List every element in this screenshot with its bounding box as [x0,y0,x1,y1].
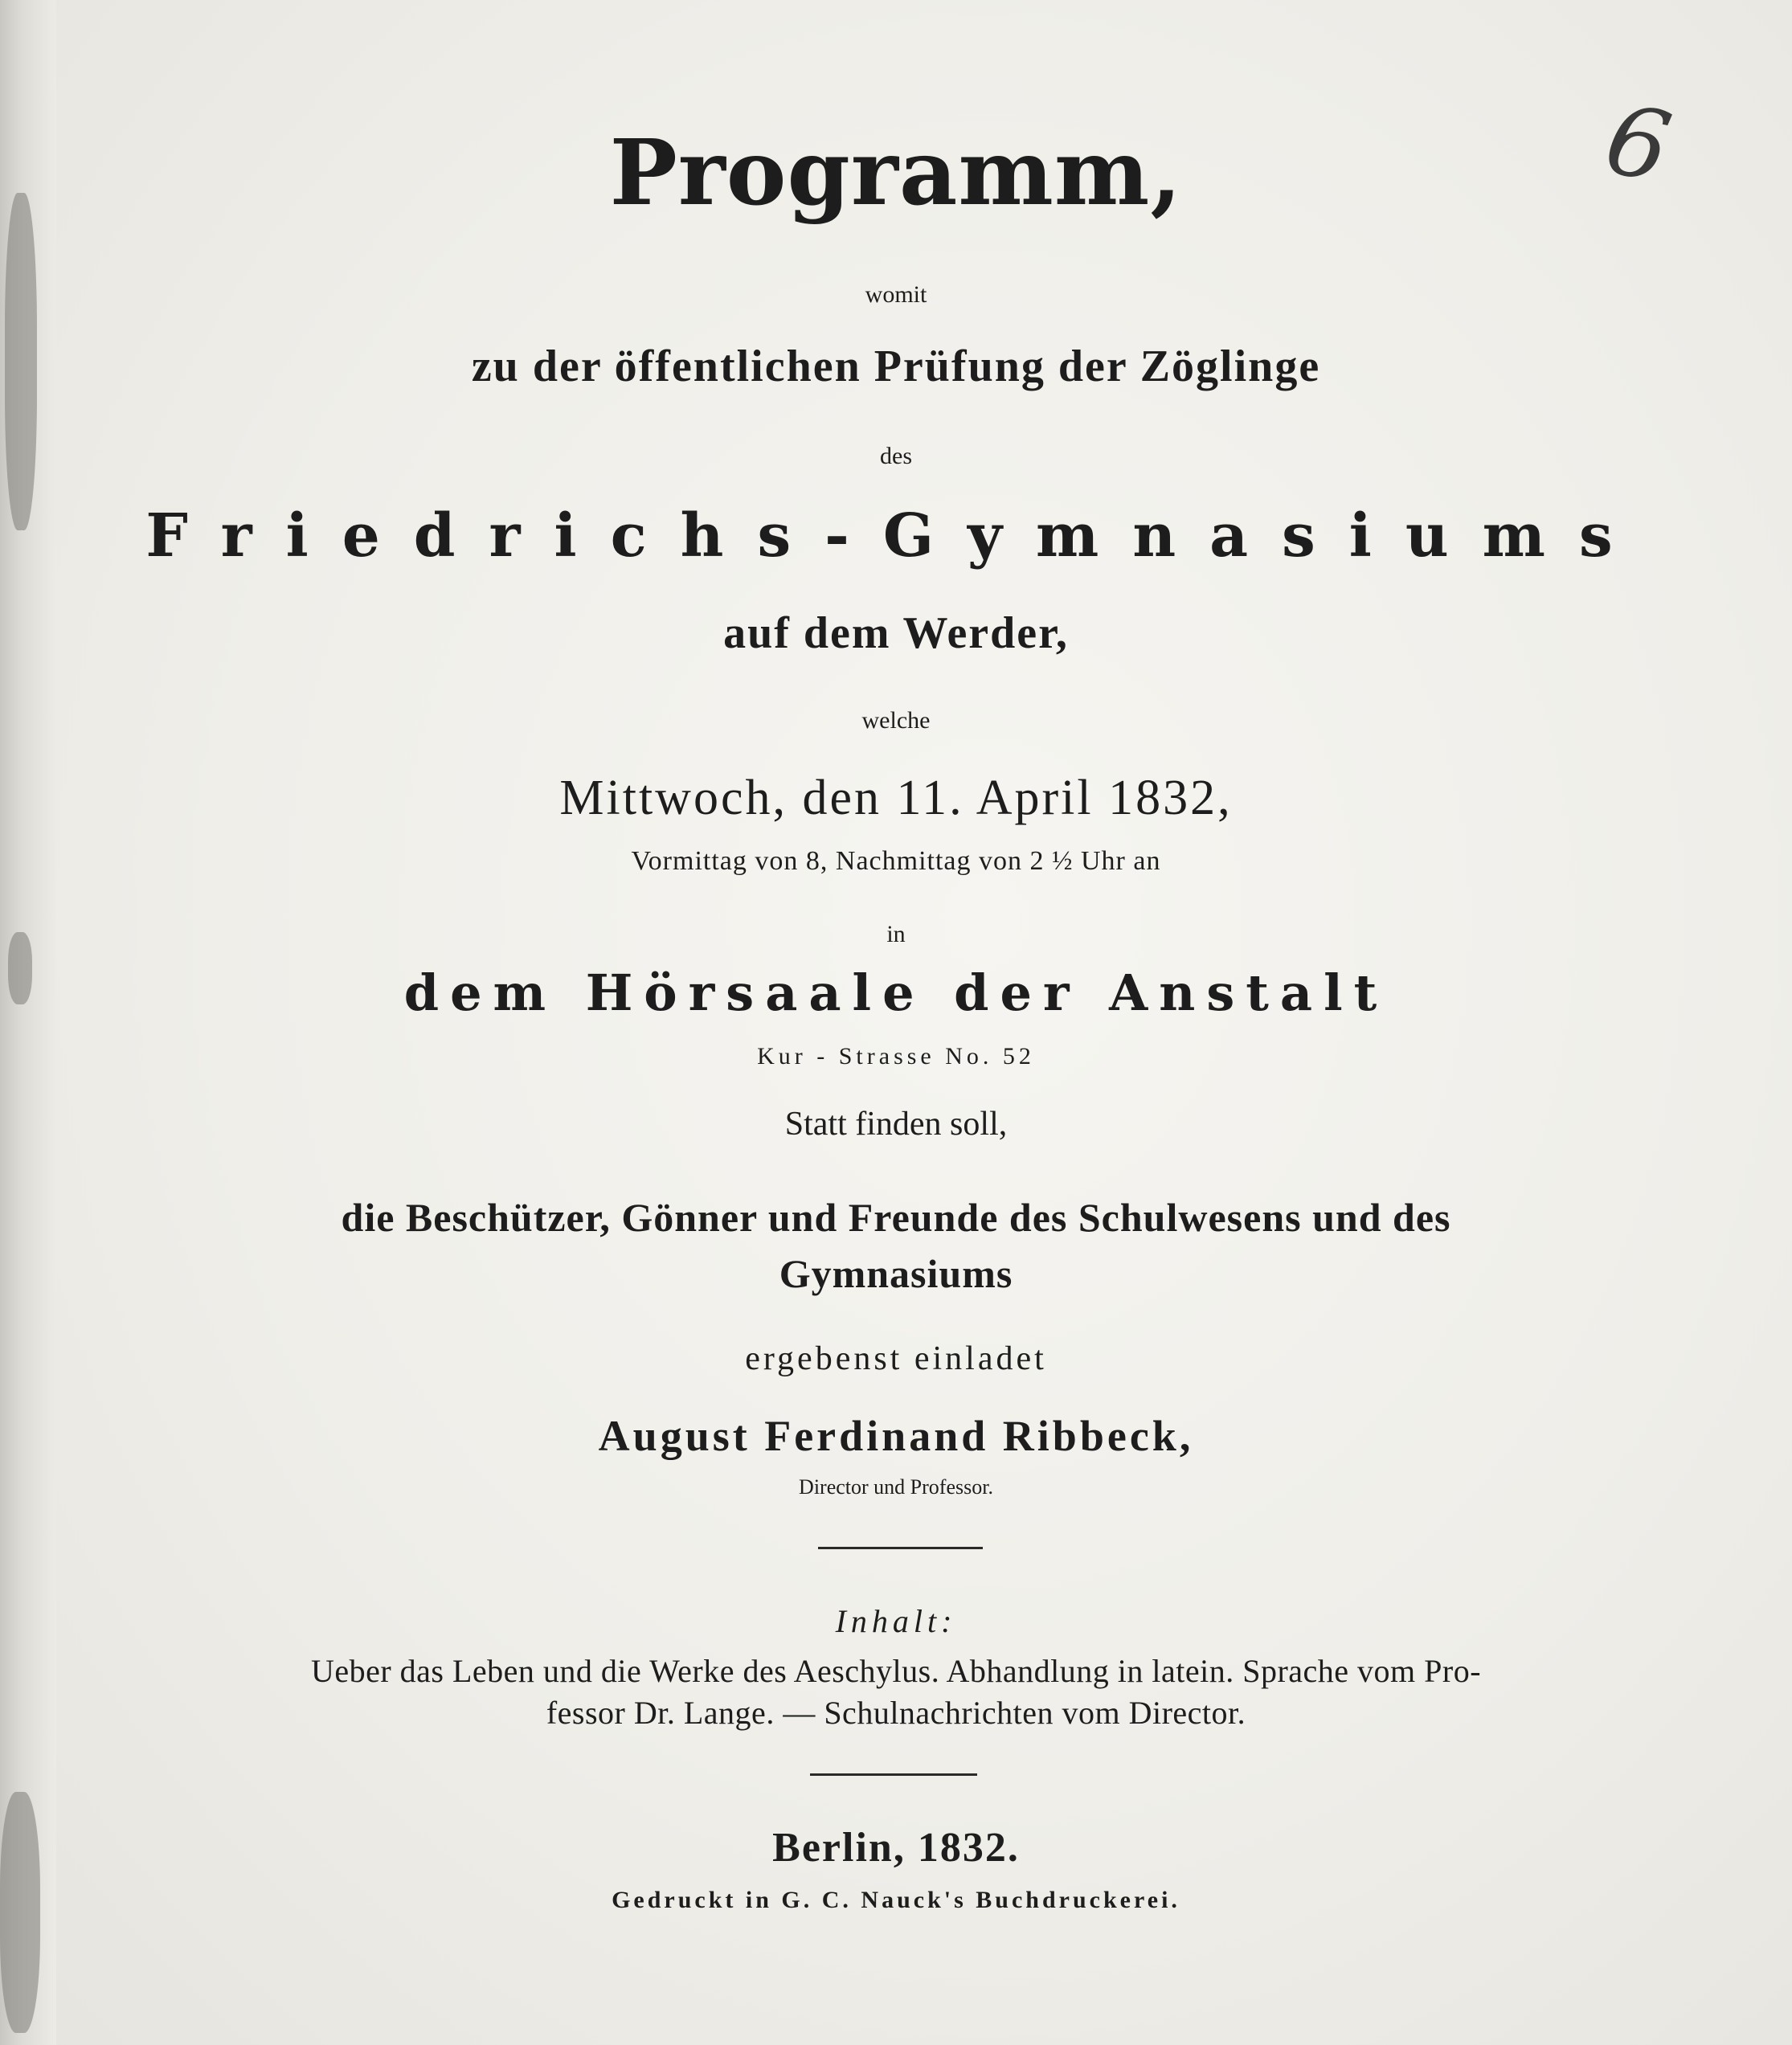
in-text: in [886,921,906,947]
divider-rule [818,1547,983,1549]
location-text: auf dem Werder, [723,608,1069,658]
womit-text: womit [865,281,927,308]
des-text: des [880,443,912,469]
school-name: Friedrichs-Gymnasiums [145,501,1647,571]
exam-time: Vormittag von 8, Nachmittag von 2 ½ Uhr an [631,846,1161,876]
author-name: August Ferdinand Ribbeck, [598,1412,1194,1460]
contents-line-1: Ueber das Leben und die Werke des Aeschylus. Abhandlung in latein. Sprache vom Pro- [310,1653,1482,1689]
printer-imprint: Gedruckt in G. C. Nauck's Buchdruckerei. [612,1887,1180,1913]
exam-date: Mittwoch, den 11. April 1832, [559,771,1233,825]
contents-label: Inhalt: [835,1603,957,1639]
author-role: Director und Professor. [799,1475,993,1499]
welche-text: welche [861,707,931,734]
street-address: Kur - Strasse No. 52 [757,1043,1035,1070]
contents-line-2: fessor Dr. Lange. — Schulnachrichten vom Director. [546,1695,1246,1731]
page-title: Programm, [609,121,1183,226]
place-year: Berlin, 1832. [772,1825,1020,1871]
invitees-line-1: die Beschützer, Gönner und Freunde des Schulwesens und des [341,1195,1451,1240]
handwritten-page-number: 6 [1596,83,1679,206]
invitees-line-2: Gymnasiums [779,1251,1013,1296]
purpose-text: zu der öffentlichen Prüfung der Zöglinge [471,342,1321,391]
statt-text: Statt finden soll, [784,1106,1008,1143]
divider-rule [810,1773,977,1776]
ergebenst-text: ergebenst einladet [745,1340,1047,1377]
hall-name: dem Hörsaale der Anstalt [403,963,1389,1022]
